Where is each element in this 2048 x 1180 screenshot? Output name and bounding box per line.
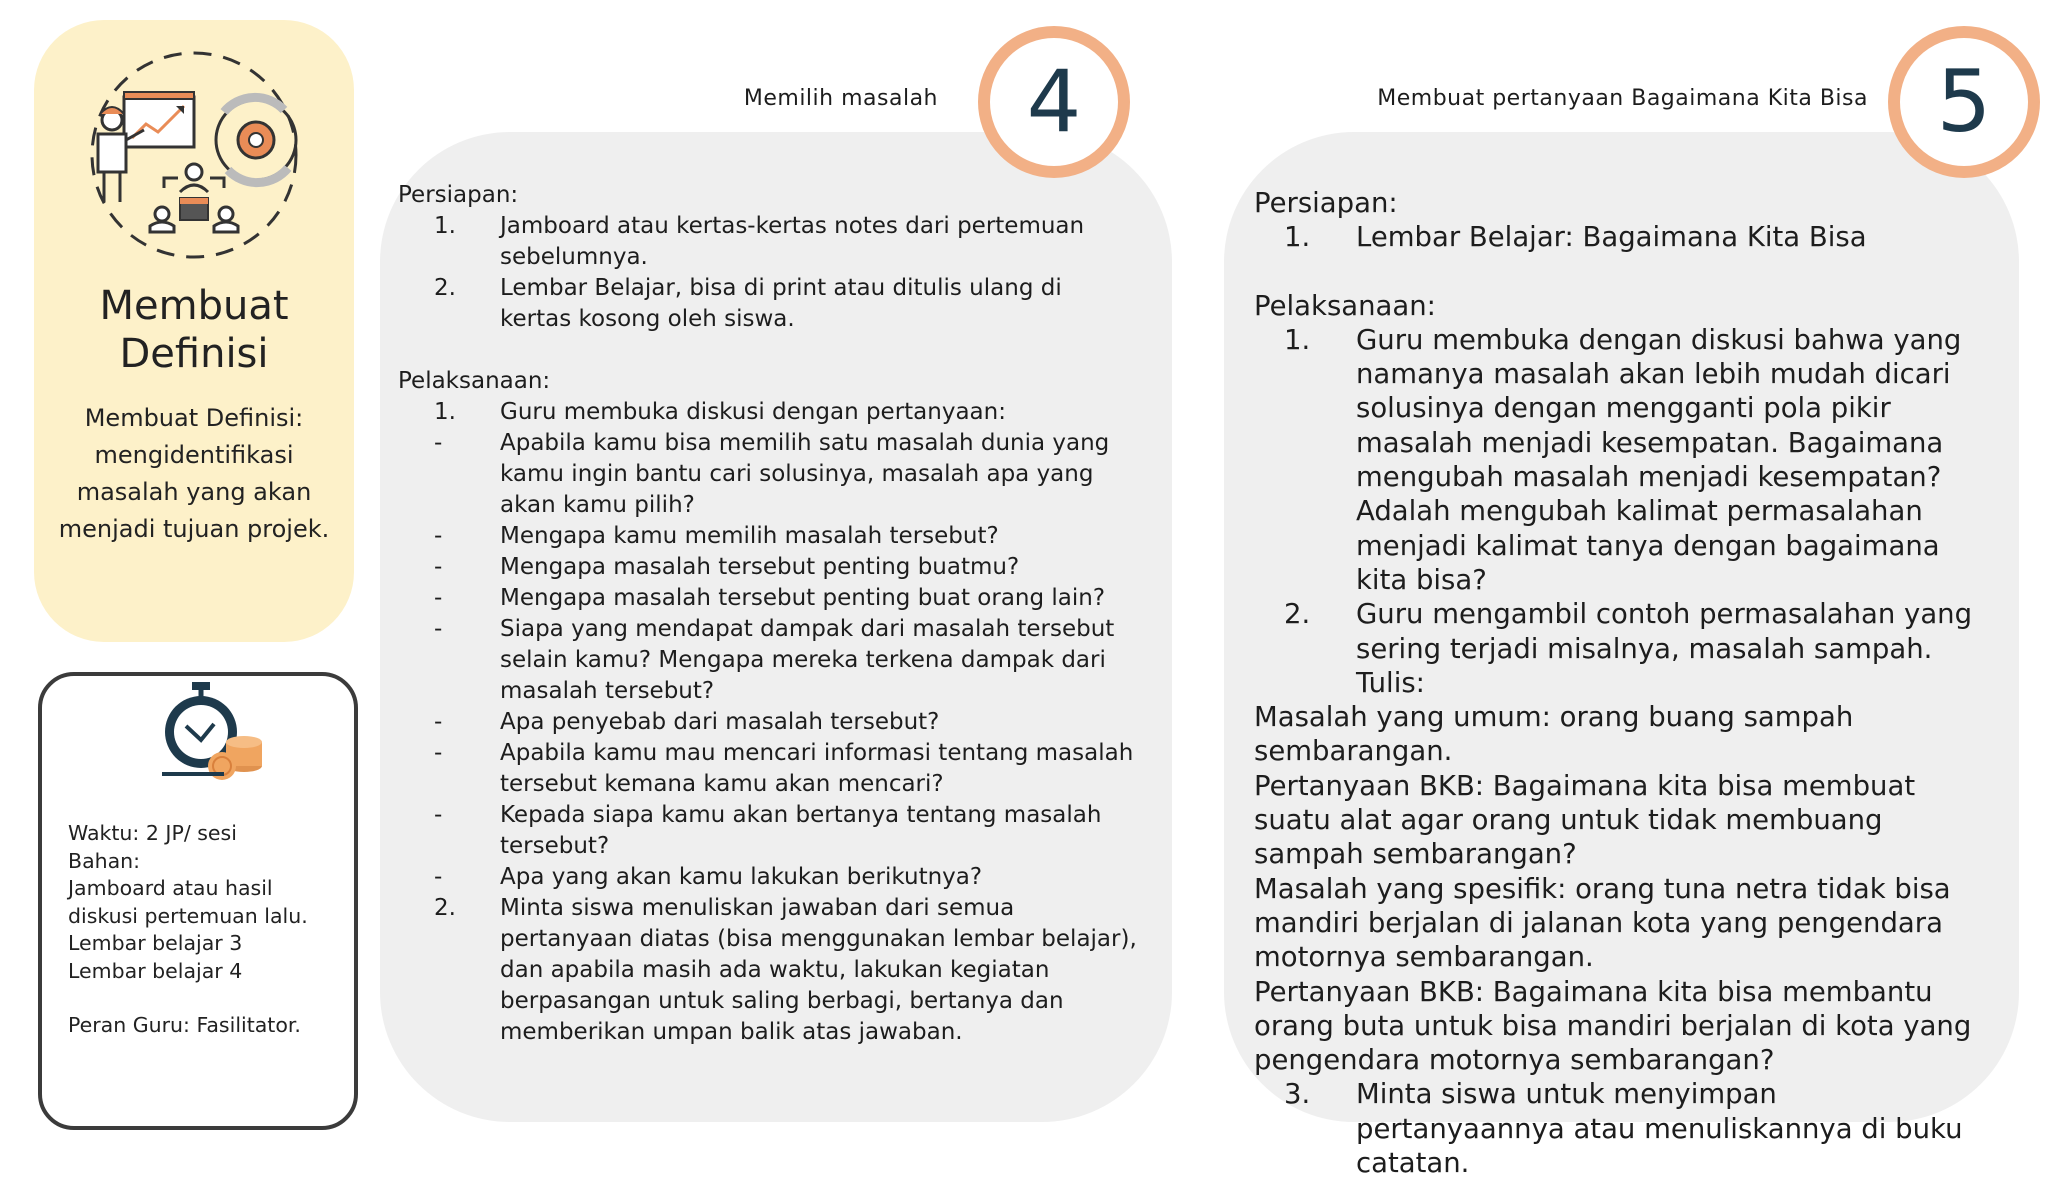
list-item: - Mengapa masalah tersebut penting buat orang lain? (434, 585, 1106, 611)
materials-label: Bahan: (68, 848, 141, 873)
card-description: Membuat Definisi: mengidentifikasi masalah yang akan menjadi tujuan projek. (58, 404, 330, 543)
list-item: 2. Minta siswa menuliskan jawaban dari semua pertanyaan diatas (bisa menggunakan lembar belajar), dan apabila masih ada waktu, lakukan kegiatan berpasangan untuk saling berbagi, bertanya dan memberikan umpan balik atas jawaban. (434, 895, 1137, 1045)
definition-card (34, 20, 354, 642)
list-item: - Apabila kamu bisa memilih satu masalah dunia yang kamu ingin bantu cari solusinya, masalah apa yang akan kamu pilih? (434, 430, 1110, 518)
list-item: 1. Jamboard atau kertas-kertas notes dari pertemuan sebelumnya. (434, 213, 1085, 270)
list-item: 3. Minta siswa untuk menyimpan pertanyaannya atau menuliskannya di buku catatan. (1284, 1078, 1963, 1180)
example-line: Masalah yang spesifik: orang tuna netra tidak bisa mandiri berjalan di jalanan kota yang pengendara motornya sembarangan. (1254, 872, 1951, 974)
list-item: 2. Lembar Belajar, bisa di print atau ditulis ulang di kertas kosong oleh siswa. (434, 275, 1062, 332)
list-item: - Kepada siapa kamu akan bertanya tentang masalah tersebut? (434, 802, 1102, 859)
teacher-role: Peran Guru: Fasilitator. (68, 1013, 301, 1037)
list-item: - Mengapa masalah tersebut penting buatmu? (434, 554, 1020, 580)
step-5-title: Membuat pertanyaan Bagaimana Kita Bisa (1377, 86, 1868, 111)
example-line: Pertanyaan BKB: Bagaimana kita bisa membuat suatu alat agar orang untuk tidak membuang sampah sembarangan? (1254, 769, 1916, 871)
exec-heading: Pelaksanaan: (398, 368, 551, 394)
clock-coins-icon (162, 680, 272, 790)
list-item: 1. Lembar Belajar: Bagaimana Kita Bisa (1284, 221, 1867, 254)
list-item: - Apa penyebab dari masalah tersebut? (434, 709, 940, 735)
step-4-content (398, 180, 1138, 1048)
exec-heading: Pelaksanaan: (1254, 289, 1436, 322)
list-item: 1. Guru membuka diskusi dengan pertanyaan: (434, 399, 1006, 425)
list-item: - Apa yang akan kamu lakukan berikutnya? (434, 864, 983, 890)
list-item: 2. Guru mengambil contoh permasalahan yang sering terjadi misalnya, masalah sampah. Tulis: (1284, 598, 1973, 699)
card-title: Membuat Definisi (99, 283, 289, 377)
materials-line: Lembar belajar 4 (68, 958, 243, 983)
info-card (38, 672, 358, 1130)
time-info: Waktu: 2 JP/ sesi (68, 821, 237, 845)
list-item: - Apabila kamu mau mencari informasi tentang masalah tersebut kemana kamu akan mencari? (434, 740, 1134, 797)
step-5-content (1254, 186, 1994, 1180)
prep-heading: Persiapan: (398, 182, 519, 208)
list-item: - Siapa yang mendapat dampak dari masalah tersebut selain kamu? Mengapa mereka terkena dampak dari masalah tersebut? (434, 616, 1115, 704)
list-item: - Mengapa kamu memilih masalah tersebut? (434, 523, 999, 549)
materials-line: Lembar belajar 3 (68, 931, 243, 955)
materials-line: Jamboard atau hasil (68, 876, 273, 900)
step-5-number-badge: 5 (1888, 26, 2040, 178)
info-text (68, 820, 338, 1040)
step-4-number-badge: 4 (978, 26, 1130, 178)
step-4-title: Memilih masalah (743, 86, 938, 111)
example-line: Masalah yang umum: orang buang sampah sembarangan. (1254, 701, 1854, 768)
example-line: Pertanyaan BKB: Bagaimana kita bisa membantu orang buta untuk bisa mandiri berjalan di kota yang pengendara motornya sembarangan? (1254, 975, 1972, 1077)
presentation-teamwork-icon (84, 42, 304, 272)
list-item: 1. Guru membuka dengan diskusi bahwa yang namanya masalah akan lebih mudah dicari solusinya dengan mengganti pola pikir masalah menjadi kesempatan. Bagaimana mengubah masalah menjadi kesempatan? Adalah mengubah kalimat permasalahan menjadi kalimat tanya dengan bagaimana kita bisa? (1284, 323, 1962, 596)
materials-line: diskusi pertemuan lalu. (68, 903, 308, 928)
prep-heading: Persiapan: (1254, 187, 1398, 219)
